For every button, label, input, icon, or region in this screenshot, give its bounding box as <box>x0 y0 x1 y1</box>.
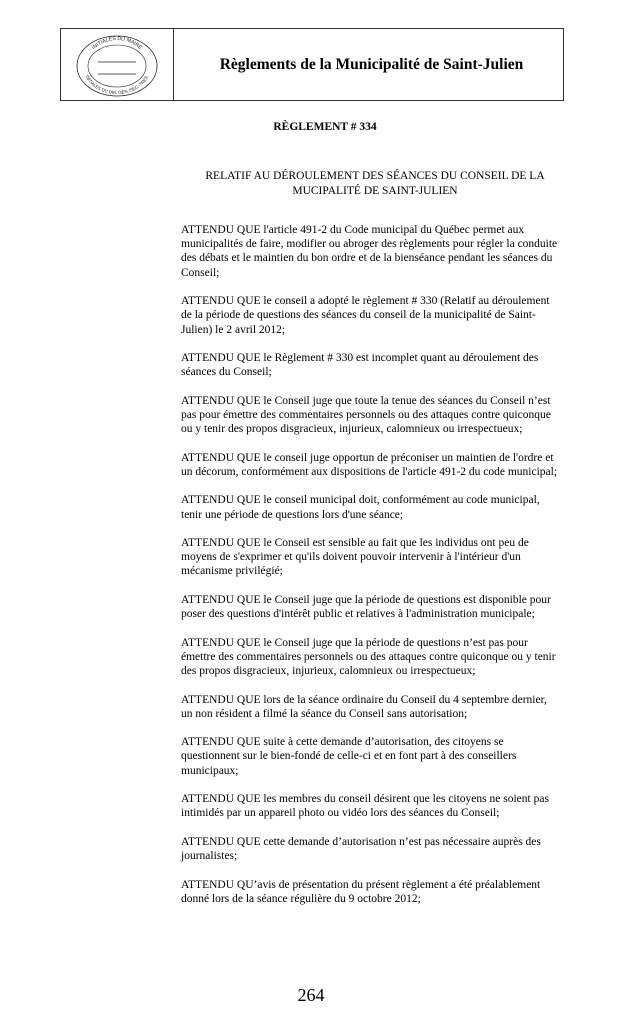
seal-bottom-text: INITIALES DU DIR. GÉN./SEC.-TRÉS. <box>84 73 150 95</box>
whereas-paragraph: ATTENDU QUE suite à cette demande d’autorisation, des citoyens se questionnent sur le bien-fondé de celle-ci et en font part à des conseillers municipaux; <box>181 736 517 777</box>
whereas-paragraph: ATTENDU QUE le Conseil juge que la période de questions est disponible pour poser des questions d'intérêt public et relatives à l'administration municipale; <box>181 593 551 621</box>
page-header-title: Règlements de la Municipalité de Saint-Julien <box>219 55 524 73</box>
seal-top-text: INITIALES DU MAIRE <box>90 35 144 51</box>
whereas-paragraph: ATTENDU QUE le Conseil juge que la période de questions n’est pas pour émettre des commentaires personnels ou des attaques contre quiconque ou y tenir des propos disgracieux, injurieux, calomnieux ou irrespectueux; <box>181 636 556 678</box>
whereas-paragraph: ATTENDU QUE le conseil juge opportun de préconiser un maintien de l'ordre et un décorum, conformément aux dispositions de l'article 491-2 du code municipal; <box>181 451 558 478</box>
initials-seal-icon <box>71 32 163 98</box>
whereas-paragraph: ATTENDU QUE le Conseil est sensible au fait que les individus ont peu de moyens de s'exprimer et qu'ils doivent pouvoir intervenir à l'intérieur d'un mécanisme privilégié; <box>181 537 529 578</box>
regulation-body <box>181 223 561 920</box>
whereas-paragraph: ATTENDU QUE les membres du conseil désirent que les citoyens ne soient pas intimidés par un appareil photo ou vidéo lors des séances du Conseil; <box>181 793 549 820</box>
whereas-paragraph: ATTENDU QUE le conseil municipal doit, conformément au code municipal, tenir une période de questions lors d'une séance; <box>181 494 540 521</box>
whereas-paragraph: ATTENDU QUE le Conseil juge que toute la tenue des séances du Conseil n’est pas pour émettre des commentaires personnels ou des attaques contre quiconque ou y tenir des propos disgracieux, injurieux, calomnieux ou irrespectueux; <box>181 394 551 436</box>
regulation-number: RÈGLEMENT # 334 <box>273 121 377 133</box>
whereas-paragraph: ATTENDU QUE l'article 491-2 du Code municipal du Québec permet aux municipalités de faire, modifier ou abroger des règlements pour régler la conduite des débats et le maintien du bon ordre et de la bienséance pendant les séances du Conseil; <box>181 224 558 279</box>
regulation-subtitle-line1: RELATIF AU DÉROULEMENT DES SÉANCES DU CONSEIL DE LA <box>205 170 545 182</box>
whereas-paragraph: ATTENDU QUE lors de la séance ordinaire du Conseil du 4 septembre dernier, un non résident a filmé la séance du Conseil sans autorisation; <box>181 693 547 720</box>
regulation-subtitle <box>180 169 570 198</box>
whereas-paragraph: ATTENDU QUE le conseil a adopté le règlement # 330 (Relatif au déroulement de la période de questions des séances du conseil de la municipalité de Saint-Julien) le 2 avril 2012; <box>181 295 550 336</box>
regulation-subtitle-line2: MUCIPALITÉ DE SAINT-JULIEN <box>292 184 458 197</box>
page-header <box>60 28 564 101</box>
whereas-paragraph: ATTENDU QU’avis de présentation du présent règlement a été préalablement donné lors de la séance régulière du 9 octobre 2012; <box>181 878 541 905</box>
whereas-paragraph: ATTENDU QUE cette demande d’autorisation n’est pas nécessaire auprès des journalistes; <box>181 835 541 863</box>
page-number: 264 <box>297 985 325 1005</box>
whereas-paragraph: ATTENDU QUE le Règlement # 330 est incomplet quant au déroulement des séances du Conseil; <box>181 352 539 379</box>
seal-cell <box>61 29 174 100</box>
